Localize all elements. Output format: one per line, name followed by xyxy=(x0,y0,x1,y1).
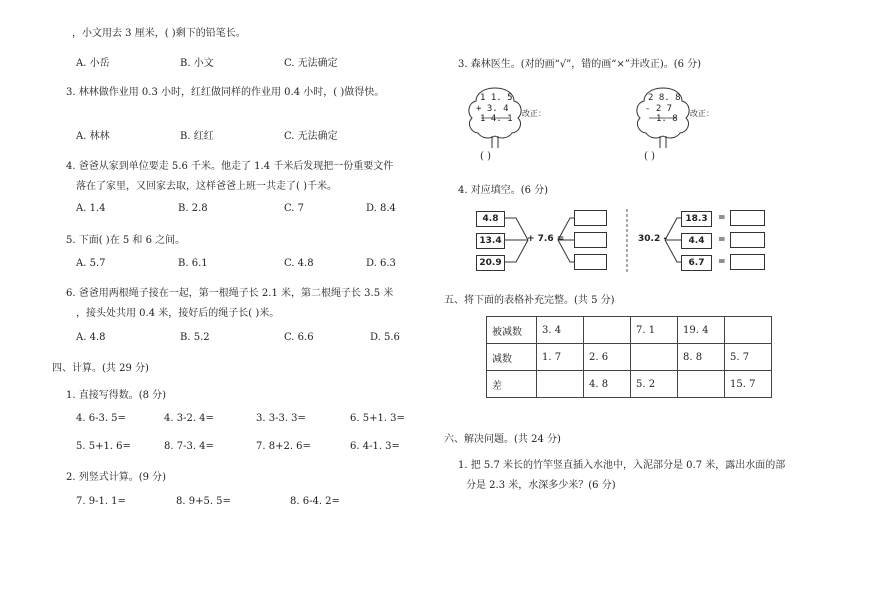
calc-item: 6. 5+1. 3= xyxy=(350,413,405,424)
right-operator: 30.2 - xyxy=(638,234,668,244)
section5-title: 五、将下面的表格补充完整。(共 5 分) xyxy=(444,295,615,306)
q3-option-b[interactable]: B. 红红 xyxy=(180,131,214,142)
r-q4-title: 4. 对应填空。(6 分) xyxy=(458,185,549,196)
calc-item: 7. 9-1. 1= xyxy=(76,496,126,507)
tree2-line3: 1. 8 xyxy=(656,114,678,124)
answer-box[interactable] xyxy=(730,210,765,226)
calc-item: 4. 6-3. 5= xyxy=(76,413,126,424)
subtraction-table xyxy=(486,316,772,398)
tree1-answer-paren[interactable]: ( ) xyxy=(480,151,491,162)
calc-item: 7. 8+2. 6= xyxy=(256,441,311,452)
left-input-box: 13.4 xyxy=(476,233,505,249)
table-cell[interactable] xyxy=(537,371,584,398)
table-cell[interactable] xyxy=(584,317,631,344)
tree2-answer-paren[interactable]: ( ) xyxy=(644,151,655,162)
q6-option-c[interactable]: C. 6.6 xyxy=(284,332,314,343)
q4-option-b[interactable]: B. 2.8 xyxy=(178,203,208,214)
table-cell: 5. 2 xyxy=(631,371,678,398)
q3-option-a[interactable]: A. 林林 xyxy=(76,131,110,142)
left-operator: + 7.6 = xyxy=(527,234,565,244)
q5-option-d[interactable]: D. 6.3 xyxy=(366,258,396,269)
calc-item: 8. 6-4. 2= xyxy=(290,496,340,507)
left-input-box: 4.8 xyxy=(476,211,505,227)
right-input-box: 4.4 xyxy=(681,233,712,249)
table-cell[interactable] xyxy=(725,317,772,344)
q2-tail-text: ，小文用去 3 厘米，( )剩下的铅笔长。 xyxy=(72,28,246,39)
table-cell: 15. 7 xyxy=(725,371,772,398)
q4-option-d[interactable]: D. 8.4 xyxy=(366,203,396,214)
q4-option-c[interactable]: C. 7 xyxy=(284,203,305,214)
table-cell: 5. 7 xyxy=(725,344,772,371)
answer-box[interactable] xyxy=(730,232,765,248)
calc-item: 5. 5+1. 6= xyxy=(76,441,131,452)
row-header: 减数 xyxy=(487,344,537,371)
s6-q1-line2: 分是 2.3 米，水深多少米？(6 分) xyxy=(466,480,616,491)
table-cell[interactable] xyxy=(631,344,678,371)
q5-option-a[interactable]: A. 5.7 xyxy=(76,258,106,269)
q6-line2: ，接头处共用 0.4 米，接好后的绳子长( )米。 xyxy=(76,308,280,319)
calc-item: 8. 7-3. 4= xyxy=(164,441,214,452)
tree2-fix-label: 改正： xyxy=(690,109,714,118)
table-cell: 3. 4 xyxy=(537,317,584,344)
tree1-line3: 1 4. 1 xyxy=(480,114,513,124)
table-row xyxy=(487,344,772,371)
section4-sub2: 2. 列竖式计算。(9 分) xyxy=(66,472,167,483)
q5-text: 5. 下面( )在 5 和 6 之间。 xyxy=(66,235,186,246)
section6-title: 六、解决问题。(共 24 分) xyxy=(444,434,561,445)
q3-text: 3. 林林做作业用 0.3 小时，红红做同样的作业用 0.4 小时，( )做得快。 xyxy=(66,87,385,98)
equals-sign: = xyxy=(718,213,726,223)
table-cell: 19. 4 xyxy=(678,317,725,344)
q4-line2: 落在了家里，又回家去取，这样爸爸上班一共走了( )千米。 xyxy=(76,181,337,192)
q6-option-a[interactable]: A. 4.8 xyxy=(76,332,106,343)
section4-title: 四、计算。(共 29 分) xyxy=(52,363,149,374)
r-q3-title: 3. 森林医生。(对的画“√”，错的画“×”并改正)。(6 分) xyxy=(458,59,702,70)
table-row xyxy=(487,317,772,344)
tree1-line2: + 3. 4 xyxy=(476,104,509,114)
q2-option-b[interactable]: B. 小文 xyxy=(180,58,214,69)
table-cell: 2. 6 xyxy=(584,344,631,371)
q2-option-c[interactable]: C. 无法确定 xyxy=(284,58,338,69)
q5-option-c[interactable]: C. 4.8 xyxy=(284,258,314,269)
calc-item: 6. 4-1. 3= xyxy=(350,441,400,452)
right-input-box: 18.3 xyxy=(681,211,712,227)
answer-box[interactable] xyxy=(574,254,607,270)
row-header: 被减数 xyxy=(487,317,537,344)
q3-option-c[interactable]: C. 无法确定 xyxy=(284,131,338,142)
right-input-box: 6.7 xyxy=(681,255,712,271)
left-input-box: 20.9 xyxy=(476,255,505,271)
table-cell: 7. 1 xyxy=(631,317,678,344)
tree1-fix-label: 改正： xyxy=(522,109,546,118)
table-cell: 4. 8 xyxy=(584,371,631,398)
tree2-line2: - 2 7 xyxy=(645,104,673,114)
q6-option-d[interactable]: D. 5.6 xyxy=(370,332,400,343)
q2-option-a[interactable]: A. 小岳 xyxy=(76,58,110,69)
tree1-line1: 1 1. 5 xyxy=(480,93,513,103)
calc-item: 4. 3-2. 4= xyxy=(164,413,214,424)
answer-box[interactable] xyxy=(730,254,765,270)
table-row xyxy=(487,371,772,398)
q4-option-a[interactable]: A. 1.4 xyxy=(76,203,106,214)
section4-sub1: 1. 直接写得数。(8 分) xyxy=(66,390,167,401)
q5-option-b[interactable]: B. 6.1 xyxy=(178,258,208,269)
s6-q1-line1: 1. 把 5.7 米长的竹竿竖直插入水池中，入泥部分是 0.7 米，露出水面的部 xyxy=(458,460,786,471)
tree2-line1: 2 8. 8 xyxy=(648,93,681,103)
answer-box[interactable] xyxy=(574,210,607,226)
answer-box[interactable] xyxy=(574,232,607,248)
equals-sign: = xyxy=(718,257,726,267)
calc-item: 8. 9+5. 5= xyxy=(176,496,231,507)
q6-option-b[interactable]: B. 5.2 xyxy=(180,332,210,343)
calc-item: 3. 3-3. 3= xyxy=(256,413,306,424)
table-cell[interactable] xyxy=(678,371,725,398)
q6-line1: 6. 爸爸用两根绳子接在一起，第一根绳子长 2.1 米，第二根绳子长 3.5 米 xyxy=(66,288,394,299)
table-cell: 8. 8 xyxy=(678,344,725,371)
row-header: 差 xyxy=(487,371,537,398)
q4-line1: 4. 爸爸从家到单位要走 5.6 千米。他走了 1.4 千米后发现把一份重要文件 xyxy=(66,161,394,172)
table-cell: 1. 7 xyxy=(537,344,584,371)
equals-sign: = xyxy=(718,235,726,245)
